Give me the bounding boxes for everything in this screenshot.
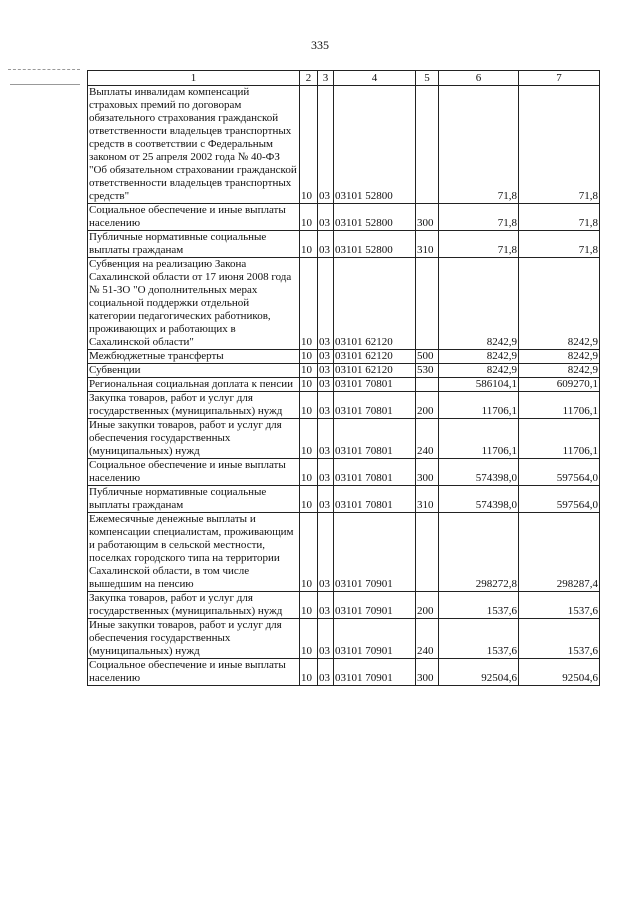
amount-col-6: 11706,1 [439, 419, 519, 459]
subsection-code: 03 [318, 392, 334, 419]
table-row [88, 459, 600, 486]
column-header: 3 [318, 71, 334, 86]
table-row [88, 258, 600, 350]
amount-col-6: 586104,1 [439, 378, 519, 392]
table-row [88, 513, 600, 592]
expense-name: Ежемесячные денежные выплаты и компенсации специалистам, проживающим и работающим в сельской местности, поселках городского типа на территории Сахалинской области, в том числе вышедшим на пенсию [88, 513, 300, 592]
expense-name: Субвенции [88, 364, 300, 378]
section-code: 10 [300, 258, 318, 350]
target-article-code: 03101 52800 [334, 204, 416, 231]
section-code: 10 [300, 392, 318, 419]
amount-col-7: 8242,9 [519, 364, 600, 378]
budget-table [87, 70, 600, 686]
target-article-code: 03101 52800 [334, 86, 416, 204]
subsection-code: 03 [318, 459, 334, 486]
subsection-code: 03 [318, 378, 334, 392]
column-header: 4 [334, 71, 416, 86]
amount-col-7: 597564,0 [519, 486, 600, 513]
expense-type-code: 200 [416, 592, 439, 619]
amount-col-6: 574398,0 [439, 486, 519, 513]
table-row [88, 659, 600, 686]
scan-artifact-line [10, 84, 80, 85]
section-code: 10 [300, 459, 318, 486]
section-code: 10 [300, 378, 318, 392]
expense-type-code: 530 [416, 364, 439, 378]
amount-col-7: 71,8 [519, 204, 600, 231]
target-article-code: 03101 70901 [334, 513, 416, 592]
amount-col-7: 71,8 [519, 231, 600, 258]
subsection-code: 03 [318, 364, 334, 378]
section-code: 10 [300, 513, 318, 592]
amount-col-7: 8242,9 [519, 350, 600, 364]
amount-col-7: 1537,6 [519, 619, 600, 659]
section-code: 10 [300, 419, 318, 459]
expense-name: Выплаты инвалидам компенсаций страховых премий по договорам обязательного страхования гражданской ответственности владельцев транспортных средств в соответствии с Федеральным законом от 25 апреля 2002 года № 40-ФЗ "Об обязательном страховании гражданской ответственности владельцев транспортных средств" [88, 86, 300, 204]
target-article-code: 03101 62120 [334, 258, 416, 350]
section-code: 10 [300, 231, 318, 258]
expense-type-code: 310 [416, 486, 439, 513]
expense-name: Социальное обеспечение и иные выплаты населению [88, 459, 300, 486]
subsection-code: 03 [318, 486, 334, 513]
expense-type-code: 300 [416, 204, 439, 231]
subsection-code: 03 [318, 231, 334, 258]
section-code: 10 [300, 86, 318, 204]
target-article-code: 03101 62120 [334, 350, 416, 364]
subsection-code: 03 [318, 86, 334, 204]
section-code: 10 [300, 364, 318, 378]
expense-name: Социальное обеспечение и иные выплаты населению [88, 204, 300, 231]
expense-name: Закупка товаров, работ и услуг для государственных (муниципальных) нужд [88, 592, 300, 619]
subsection-code: 03 [318, 592, 334, 619]
expense-type-code: 300 [416, 459, 439, 486]
page-number: 335 [311, 38, 329, 52]
expense-name: Межбюджетные трансферты [88, 350, 300, 364]
expense-type-code [416, 513, 439, 592]
expense-type-code: 240 [416, 619, 439, 659]
table-row [88, 592, 600, 619]
table-row [88, 204, 600, 231]
column-header: 6 [439, 71, 519, 86]
expense-type-code: 500 [416, 350, 439, 364]
target-article-code: 03101 70801 [334, 486, 416, 513]
target-article-code: 03101 70901 [334, 619, 416, 659]
column-header: 1 [88, 71, 300, 86]
table-row [88, 350, 600, 364]
expense-type-code [416, 258, 439, 350]
amount-col-6: 1537,6 [439, 592, 519, 619]
amount-col-6: 8242,9 [439, 364, 519, 378]
column-header: 5 [416, 71, 439, 86]
table-row [88, 392, 600, 419]
amount-col-7: 71,8 [519, 86, 600, 204]
table-row [88, 419, 600, 459]
table-row [88, 364, 600, 378]
amount-col-6: 71,8 [439, 86, 519, 204]
subsection-code: 03 [318, 258, 334, 350]
table-row [88, 486, 600, 513]
amount-col-6: 574398,0 [439, 459, 519, 486]
subsection-code: 03 [318, 204, 334, 231]
amount-col-7: 597564,0 [519, 459, 600, 486]
subsection-code: 03 [318, 513, 334, 592]
section-code: 10 [300, 659, 318, 686]
target-article-code: 03101 70901 [334, 592, 416, 619]
expense-name: Публичные нормативные социальные выплаты гражданам [88, 231, 300, 258]
table-body [88, 86, 600, 686]
amount-col-7: 8242,9 [519, 258, 600, 350]
amount-col-6: 11706,1 [439, 392, 519, 419]
amount-col-6: 8242,9 [439, 350, 519, 364]
target-article-code: 03101 70801 [334, 378, 416, 392]
amount-col-6: 8242,9 [439, 258, 519, 350]
expense-name: Иные закупки товаров, работ и услуг для обеспечения государственных (муниципальных) нужд [88, 419, 300, 459]
amount-col-7: 1537,6 [519, 592, 600, 619]
table-row [88, 231, 600, 258]
table-header-row [88, 71, 600, 86]
target-article-code: 03101 70801 [334, 459, 416, 486]
expense-type-code: 240 [416, 419, 439, 459]
target-article-code: 03101 70901 [334, 659, 416, 686]
section-code: 10 [300, 592, 318, 619]
subsection-code: 03 [318, 659, 334, 686]
column-header: 2 [300, 71, 318, 86]
expense-name: Региональная социальная доплата к пенсии [88, 378, 300, 392]
amount-col-6: 1537,6 [439, 619, 519, 659]
expense-type-code [416, 378, 439, 392]
target-article-code: 03101 62120 [334, 364, 416, 378]
amount-col-7: 92504,6 [519, 659, 600, 686]
subsection-code: 03 [318, 419, 334, 459]
section-code: 10 [300, 486, 318, 513]
subsection-code: 03 [318, 619, 334, 659]
section-code: 10 [300, 350, 318, 364]
target-article-code: 03101 52800 [334, 231, 416, 258]
amount-col-7: 609270,1 [519, 378, 600, 392]
amount-col-6: 71,8 [439, 204, 519, 231]
amount-col-6: 92504,6 [439, 659, 519, 686]
amount-col-7: 298287,4 [519, 513, 600, 592]
expense-type-code: 310 [416, 231, 439, 258]
expense-name: Иные закупки товаров, работ и услуг для обеспечения государственных (муниципальных) нужд [88, 619, 300, 659]
subsection-code: 03 [318, 350, 334, 364]
expense-name: Социальное обеспечение и иные выплаты населению [88, 659, 300, 686]
expense-type-code [416, 86, 439, 204]
table-row [88, 378, 600, 392]
table-row [88, 86, 600, 204]
expense-name: Закупка товаров, работ и услуг для государственных (муниципальных) нужд [88, 392, 300, 419]
expense-name: Публичные нормативные социальные выплаты гражданам [88, 486, 300, 513]
amount-col-7: 11706,1 [519, 392, 600, 419]
scan-artifact-line [8, 69, 80, 70]
amount-col-6: 71,8 [439, 231, 519, 258]
target-article-code: 03101 70801 [334, 419, 416, 459]
expense-type-code: 200 [416, 392, 439, 419]
column-header: 7 [519, 71, 600, 86]
section-code: 10 [300, 619, 318, 659]
amount-col-7: 11706,1 [519, 419, 600, 459]
expense-type-code: 300 [416, 659, 439, 686]
amount-col-6: 298272,8 [439, 513, 519, 592]
table-row [88, 619, 600, 659]
target-article-code: 03101 70801 [334, 392, 416, 419]
expense-name: Субвенция на реализацию Закона Сахалинской области от 17 июня 2008 года № 51-ЗО "О дополнительных мерах социальной поддержки отдельной категории педагогических работников, проживающих и работающих в Сахалинской области" [88, 258, 300, 350]
section-code: 10 [300, 204, 318, 231]
